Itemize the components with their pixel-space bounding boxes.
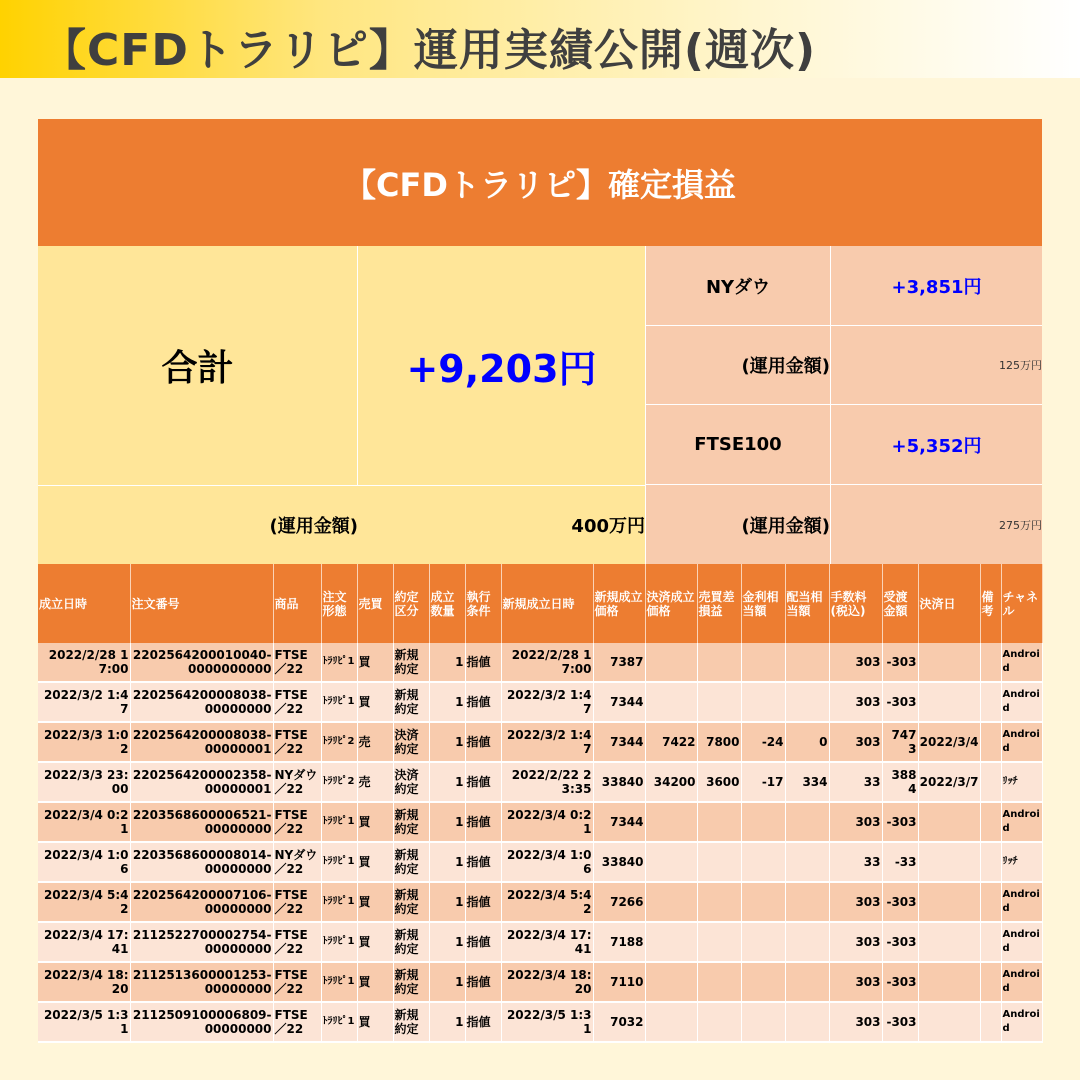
table-cell: -17 xyxy=(741,762,785,802)
table-cell: 決済約定 xyxy=(393,722,429,762)
column-header: チャネル xyxy=(1001,564,1042,643)
table-cell: FTSE／22 xyxy=(273,1002,321,1042)
table-cell xyxy=(980,643,1001,682)
table-cell xyxy=(645,922,697,962)
table-cell xyxy=(785,962,829,1002)
table-cell: 新規約定 xyxy=(393,962,429,1002)
ftse-amount-label-cell xyxy=(645,485,830,564)
table-cell: 指値 xyxy=(465,842,501,882)
ny-dow-value: +3,851円 xyxy=(891,276,982,298)
table-cell: 7344 xyxy=(593,802,645,842)
table-cell: 2112513600001253-00000000 xyxy=(130,962,273,1002)
table-cell: 7110 xyxy=(593,962,645,1002)
ny-dow-amount-label: (運用金額) xyxy=(741,356,830,377)
table-cell: 7473 xyxy=(882,722,918,762)
table-cell: ﾄﾗﾘﾋﾟ1 xyxy=(321,643,357,682)
table-cell: 1 xyxy=(429,882,465,922)
table-cell: 新規約定 xyxy=(393,1002,429,1042)
table-cell: ﾄﾗﾘﾋﾟ1 xyxy=(321,882,357,922)
table-cell xyxy=(785,682,829,722)
table-cell xyxy=(785,882,829,922)
table-cell: 売 xyxy=(357,762,393,802)
table-cell xyxy=(785,842,829,882)
table-row xyxy=(38,682,1042,722)
table-cell: 1 xyxy=(429,842,465,882)
total-label: 合計 xyxy=(161,348,234,389)
table-cell xyxy=(645,882,697,922)
column-header: 金利相当額 xyxy=(741,564,785,643)
table-cell xyxy=(980,842,1001,882)
table-cell xyxy=(741,1002,785,1042)
ftse-value: +5,352円 xyxy=(891,435,982,457)
table-cell: 決済約定 xyxy=(393,762,429,802)
table-cell: -33 xyxy=(882,842,918,882)
table-cell: 1 xyxy=(429,762,465,802)
profit-panel xyxy=(38,119,1042,1041)
table-row xyxy=(38,962,1042,1002)
ftse-value-cell xyxy=(830,405,1042,485)
table-cell: 303 xyxy=(829,682,882,722)
table-cell xyxy=(741,922,785,962)
table-cell: ﾄﾗﾘﾋﾟ2 xyxy=(321,722,357,762)
column-header: 執行条件 xyxy=(465,564,501,643)
table-cell xyxy=(918,882,980,922)
table-cell xyxy=(980,882,1001,922)
table-cell: -303 xyxy=(882,682,918,722)
table-cell: 2022/3/4 0:21 xyxy=(38,802,130,842)
title-bar xyxy=(0,0,1080,78)
table-cell: ﾘｯﾁ xyxy=(1001,762,1042,802)
table-cell: -303 xyxy=(882,1002,918,1042)
table-cell xyxy=(785,643,829,682)
table-cell: 売 xyxy=(357,722,393,762)
ftse-name: FTSE100 xyxy=(694,434,782,455)
table-cell: 買 xyxy=(357,643,393,682)
table-cell: 2022/3/5 1:31 xyxy=(38,1002,130,1042)
table-cell: -303 xyxy=(882,962,918,1002)
table-cell xyxy=(785,1002,829,1042)
table-row xyxy=(38,1002,1042,1042)
table-cell xyxy=(980,962,1001,1002)
table-cell xyxy=(980,722,1001,762)
column-header: 成立数量 xyxy=(429,564,465,643)
column-header: 配当相当額 xyxy=(785,564,829,643)
table-cell: 7387 xyxy=(593,643,645,682)
table-cell xyxy=(980,1002,1001,1042)
table-cell: 指値 xyxy=(465,962,501,1002)
table-cell: 買 xyxy=(357,962,393,1002)
table-cell: 2022/3/3 23:00 xyxy=(38,762,130,802)
table-cell: FTSE／22 xyxy=(273,922,321,962)
table-cell: 買 xyxy=(357,802,393,842)
table-cell: 1 xyxy=(429,643,465,682)
table-cell: 7266 xyxy=(593,882,645,922)
table-cell: 2203568600006521-00000000 xyxy=(130,802,273,842)
table-cell xyxy=(697,962,741,1002)
table-cell: 2202564200007106-00000000 xyxy=(130,882,273,922)
total-amount-label-cell xyxy=(38,485,358,564)
ny-dow-value-cell xyxy=(830,246,1042,326)
table-cell xyxy=(918,802,980,842)
table-cell: 買 xyxy=(357,842,393,882)
table-cell xyxy=(645,802,697,842)
table-cell: Android xyxy=(1001,802,1042,842)
table-cell xyxy=(918,922,980,962)
table-cell: 303 xyxy=(829,922,882,962)
table-cell: 指値 xyxy=(465,882,501,922)
table-cell: NYダウ／22 xyxy=(273,842,321,882)
table-cell: Android xyxy=(1001,643,1042,682)
table-cell xyxy=(918,842,980,882)
ny-dow-amount-label-cell xyxy=(645,326,830,405)
table-cell xyxy=(741,802,785,842)
table-cell: 指値 xyxy=(465,643,501,682)
total-amount-value: 400万円 xyxy=(571,516,645,537)
table-cell: 33840 xyxy=(593,762,645,802)
table-cell: Android xyxy=(1001,722,1042,762)
table-header-row xyxy=(38,564,1042,643)
column-header: 注文番号 xyxy=(130,564,273,643)
table-cell: Android xyxy=(1001,922,1042,962)
table-cell: 2022/3/4 17:41 xyxy=(501,922,593,962)
table-cell: ﾘｯﾁ xyxy=(1001,842,1042,882)
table-cell: 2112522700002754-00000000 xyxy=(130,922,273,962)
table-cell: 2022/3/4 5:42 xyxy=(501,882,593,922)
table-cell xyxy=(980,802,1001,842)
table-cell: FTSE／22 xyxy=(273,643,321,682)
table-cell: ﾄﾗﾘﾋﾟ1 xyxy=(321,682,357,722)
table-cell: 2203568600008014-00000000 xyxy=(130,842,273,882)
table-cell xyxy=(741,962,785,1002)
table-cell: 2022/3/4 18:20 xyxy=(38,962,130,1002)
table-cell xyxy=(785,802,829,842)
table-cell: 7188 xyxy=(593,922,645,962)
table-cell: 新規約定 xyxy=(393,682,429,722)
table-cell: 買 xyxy=(357,682,393,722)
table-cell xyxy=(697,922,741,962)
table-cell xyxy=(697,802,741,842)
table-cell: FTSE／22 xyxy=(273,682,321,722)
table-cell: 34200 xyxy=(645,762,697,802)
table-cell: FTSE／22 xyxy=(273,802,321,842)
ftse-amount-value: 275万円 xyxy=(999,518,1042,532)
table-cell: 1 xyxy=(429,802,465,842)
ny-dow-amount-value-cell xyxy=(830,326,1042,405)
ny-dow-amount-value: 125万円 xyxy=(999,359,1042,372)
table-cell: 2202564200010040-0000000000 xyxy=(130,643,273,682)
table-cell: 7344 xyxy=(593,682,645,722)
table-cell: ﾄﾗﾘﾋﾟ1 xyxy=(321,802,357,842)
table-cell: 新規約定 xyxy=(393,643,429,682)
table-cell xyxy=(918,682,980,722)
banner-title: 【CFDトラリピ】確定損益 xyxy=(344,165,736,204)
table-cell xyxy=(918,643,980,682)
table-cell xyxy=(980,682,1001,722)
column-header: 売買 xyxy=(357,564,393,643)
total-value-cell xyxy=(358,246,645,485)
table-cell: Android xyxy=(1001,882,1042,922)
table-cell xyxy=(697,882,741,922)
table-cell: 2022/2/28 17:00 xyxy=(38,643,130,682)
table-row xyxy=(38,643,1042,682)
table-cell: 2022/3/4 18:20 xyxy=(501,962,593,1002)
table-cell: 1 xyxy=(429,922,465,962)
table-body xyxy=(38,643,1042,1042)
table-cell xyxy=(645,643,697,682)
total-amount-value-cell xyxy=(358,485,645,564)
table-cell xyxy=(697,1002,741,1042)
table-cell: 1 xyxy=(429,722,465,762)
table-cell: 303 xyxy=(829,643,882,682)
table-cell: 2022/3/3 1:02 xyxy=(38,722,130,762)
table-cell: 新規約定 xyxy=(393,882,429,922)
table-cell: 2022/3/2 1:47 xyxy=(501,722,593,762)
column-header: 売買差損益 xyxy=(697,564,741,643)
total-amount-label: (運用金額) xyxy=(269,516,358,537)
banner xyxy=(38,119,1042,246)
table-row xyxy=(38,802,1042,842)
table-cell: 2202564200002358-00000001 xyxy=(130,762,273,802)
table-cell xyxy=(697,682,741,722)
column-header: 約定区分 xyxy=(393,564,429,643)
table-cell: 1 xyxy=(429,682,465,722)
column-header: 新規成立価格 xyxy=(593,564,645,643)
table-cell: 1 xyxy=(429,962,465,1002)
table-cell xyxy=(741,882,785,922)
table-cell: -303 xyxy=(882,643,918,682)
table-cell: 2022/3/7 xyxy=(918,762,980,802)
trade-table xyxy=(38,564,1043,1043)
table-row xyxy=(38,922,1042,962)
table-cell xyxy=(645,1002,697,1042)
table-cell: 2022/3/2 1:47 xyxy=(501,682,593,722)
table-cell: 7422 xyxy=(645,722,697,762)
ftse-name-cell xyxy=(645,405,830,485)
table-cell: ﾄﾗﾘﾋﾟ1 xyxy=(321,1002,357,1042)
table-cell: ﾄﾗﾘﾋﾟ2 xyxy=(321,762,357,802)
column-header: 商品 xyxy=(273,564,321,643)
table-cell: 新規約定 xyxy=(393,802,429,842)
column-header: 成立日時 xyxy=(38,564,130,643)
table-cell: 買 xyxy=(357,922,393,962)
table-cell: NYダウ／22 xyxy=(273,762,321,802)
table-cell: Android xyxy=(1001,962,1042,1002)
table-cell: 買 xyxy=(357,1002,393,1042)
table-cell: 2022/2/28 17:00 xyxy=(501,643,593,682)
ny-dow-name: NYダウ xyxy=(705,276,771,298)
table-cell: 新規約定 xyxy=(393,842,429,882)
table-cell: 303 xyxy=(829,1002,882,1042)
table-cell xyxy=(741,842,785,882)
table-cell xyxy=(697,643,741,682)
table-row xyxy=(38,882,1042,922)
table-cell xyxy=(645,842,697,882)
table-cell: 7032 xyxy=(593,1002,645,1042)
table-cell: -303 xyxy=(882,922,918,962)
table-cell: 指値 xyxy=(465,682,501,722)
table-cell: 303 xyxy=(829,882,882,922)
table-cell: 指値 xyxy=(465,722,501,762)
table-cell: ﾄﾗﾘﾋﾟ1 xyxy=(321,922,357,962)
table-cell xyxy=(918,1002,980,1042)
table-cell: 0 xyxy=(785,722,829,762)
table-row xyxy=(38,762,1042,802)
column-header: 受渡金額 xyxy=(882,564,918,643)
table-cell: 1 xyxy=(429,1002,465,1042)
table-cell: 指値 xyxy=(465,762,501,802)
table-cell: Android xyxy=(1001,1002,1042,1042)
table-cell: 指値 xyxy=(465,1002,501,1042)
table-cell xyxy=(980,762,1001,802)
trade-table-wrap xyxy=(38,564,1042,1043)
table-cell xyxy=(741,682,785,722)
table-cell xyxy=(785,922,829,962)
column-header: 注文形態 xyxy=(321,564,357,643)
ny-dow-name-cell xyxy=(645,246,830,326)
table-cell: -24 xyxy=(741,722,785,762)
table-cell: Android xyxy=(1001,682,1042,722)
column-header: 備考 xyxy=(980,564,1001,643)
table-cell xyxy=(741,643,785,682)
table-cell: 2202564200008038-00000001 xyxy=(130,722,273,762)
table-cell xyxy=(697,842,741,882)
table-cell: 2202564200008038-00000000 xyxy=(130,682,273,722)
table-cell: ﾄﾗﾘﾋﾟ1 xyxy=(321,842,357,882)
ftse-amount-value-cell xyxy=(830,485,1042,564)
table-cell: 2022/3/4 1:06 xyxy=(501,842,593,882)
ftse-amount-label: (運用金額) xyxy=(741,515,830,537)
table-cell: FTSE／22 xyxy=(273,722,321,762)
table-cell: 303 xyxy=(829,802,882,842)
table-cell: 指値 xyxy=(465,922,501,962)
table-cell: 3600 xyxy=(697,762,741,802)
column-header: 決済日 xyxy=(918,564,980,643)
table-cell xyxy=(645,682,697,722)
table-row xyxy=(38,842,1042,882)
table-cell: 7800 xyxy=(697,722,741,762)
table-cell: 33 xyxy=(829,842,882,882)
table-cell: 2022/3/4 5:42 xyxy=(38,882,130,922)
table-cell: 2022/3/4 1:06 xyxy=(38,842,130,882)
total-label-cell xyxy=(38,246,358,485)
table-row xyxy=(38,722,1042,762)
column-header: 新規成立日時 xyxy=(501,564,593,643)
table-cell xyxy=(645,962,697,1002)
table-cell: 2022/3/4 0:21 xyxy=(501,802,593,842)
table-cell: 3884 xyxy=(882,762,918,802)
table-cell: 2022/3/4 17:41 xyxy=(38,922,130,962)
table-cell: 33840 xyxy=(593,842,645,882)
table-cell: 2022/2/22 23:35 xyxy=(501,762,593,802)
table-cell: 303 xyxy=(829,722,882,762)
table-cell: 33 xyxy=(829,762,882,802)
table-cell: 2022/3/4 xyxy=(918,722,980,762)
total-value: +9,203円 xyxy=(406,347,597,391)
table-cell: FTSE／22 xyxy=(273,882,321,922)
table-cell: FTSE／22 xyxy=(273,962,321,1002)
table-cell: 買 xyxy=(357,882,393,922)
table-cell: 新規約定 xyxy=(393,922,429,962)
table-cell xyxy=(918,962,980,1002)
table-cell: 2112509100006809-00000000 xyxy=(130,1002,273,1042)
table-cell: ﾄﾗﾘﾋﾟ1 xyxy=(321,962,357,1002)
page-title: 【CFDトラリピ】運用実績公開(週次) xyxy=(42,25,817,76)
table-cell: 指値 xyxy=(465,802,501,842)
column-header: 決済成立価格 xyxy=(645,564,697,643)
table-cell xyxy=(980,922,1001,962)
table-cell: 2022/3/2 1:47 xyxy=(38,682,130,722)
table-cell: -303 xyxy=(882,802,918,842)
column-header: 手数料(税込) xyxy=(829,564,882,643)
table-cell: -303 xyxy=(882,882,918,922)
table-cell: 303 xyxy=(829,962,882,1002)
table-cell: 2022/3/5 1:31 xyxy=(501,1002,593,1042)
table-cell: 334 xyxy=(785,762,829,802)
table-cell: 7344 xyxy=(593,722,645,762)
